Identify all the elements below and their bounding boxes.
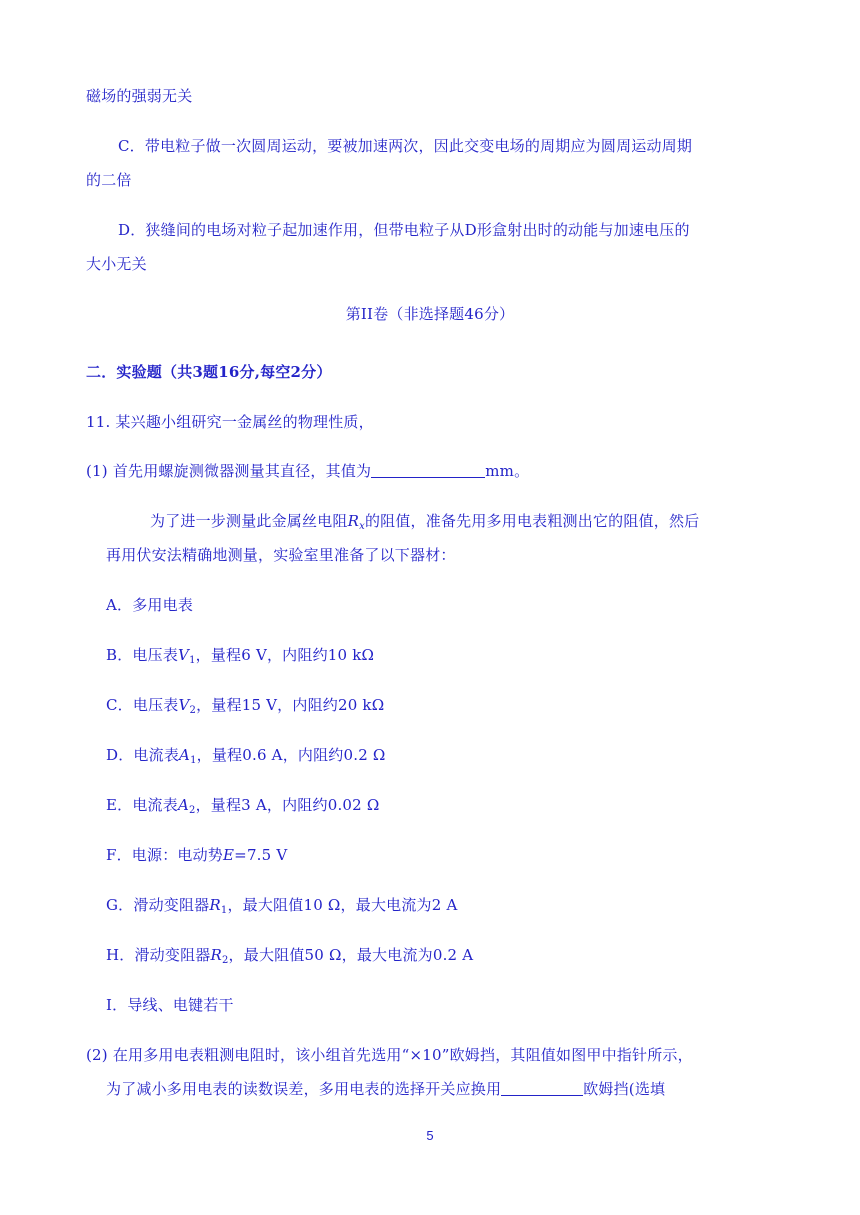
item-f (106, 845, 287, 865)
item-g-sub: 1 (220, 905, 228, 916)
item-g-pre: G．滑动变阻器 (106, 896, 210, 914)
option-d-line2: 大小无关 (86, 255, 147, 273)
part1-suffix: mm。 (485, 462, 530, 480)
item-b-var: V (178, 646, 190, 664)
item-h-var: R (210, 946, 222, 964)
item-c-sub: 2 (189, 705, 197, 716)
item-c (106, 695, 384, 721)
question-11-part1 (86, 461, 529, 481)
item-g-var: R (209, 896, 221, 914)
item-d-sub: 1 (190, 755, 197, 766)
part-heading: 二．实验题（共3题16分,每空2分） (86, 363, 332, 381)
item-i: I．导线、电键若干 (106, 996, 234, 1014)
item-a: A．多用电表 (106, 596, 194, 614)
option-c-line2: 的二倍 (86, 171, 132, 189)
item-b-pre: B．电压表 (106, 646, 179, 664)
part2-suffix: 欧姆挡(选填 (583, 1080, 666, 1098)
section-title: 第II卷（非选择题46分） (345, 305, 515, 323)
item-e-post: ，量程3 A，内阻约0.02 Ω (195, 796, 380, 814)
item-f-var: E (223, 846, 235, 864)
item-f-post: =7.5 V (234, 846, 288, 864)
item-e-pre: E．电流表 (106, 796, 178, 814)
item-c-var: V (178, 696, 190, 714)
answer-blank-ohm-range[interactable] (501, 1079, 583, 1096)
part2-prefix: 为了减小多用电表的读数误差，多用电表的选择开关应换用 (106, 1080, 502, 1098)
option-c-line1: C．带电粒子做一次圆周运动，要被加速两次，因此交变电场的周期应为圆周运动周期 (118, 137, 693, 155)
item-g (106, 895, 458, 921)
item-b (106, 645, 374, 671)
var-r: R (347, 512, 360, 530)
intro-line1 (150, 511, 699, 537)
item-d-pre: D．电流表 (106, 746, 180, 764)
item-b-post: ，量程6 V，内阻约10 kΩ (195, 646, 375, 664)
item-h-post: ，最大阻值50 Ω，最大电流为0.2 A (228, 946, 474, 964)
question-11-part2-line2 (106, 1079, 665, 1099)
intro1-b: 的阻值，准备先用多用电表粗测出它的阻值，然后 (364, 512, 700, 530)
item-d-var: A (179, 746, 191, 764)
option-d-line1: D．狭缝间的电场对粒子起加速作用，但带电粒子从D形盒射出时的动能与加速电压的 (118, 221, 690, 239)
page-number: 5 (426, 1128, 434, 1143)
item-c-post: ，量程15 V，内阻约20 kΩ (196, 696, 385, 714)
item-d (106, 745, 386, 771)
item-h-sub: 2 (221, 955, 229, 966)
item-e-var: A (177, 796, 189, 814)
question-11-part2-line1: (2) 在用多用电表粗测电阻时，该小组首先选用“×10”欧姆挡，其阻值如图甲中指针所示， (86, 1046, 693, 1064)
item-e-sub: 2 (189, 805, 196, 816)
option-b-continuation: 磁场的强弱无关 (86, 87, 193, 105)
part1-prefix: (1) 首先用螺旋测微器测量其直径，其值为 (86, 462, 372, 480)
item-h (106, 945, 473, 971)
intro1-a: 为了进一步测量此金属丝电阻 (150, 512, 348, 530)
item-c-pre: C．电压表 (106, 696, 179, 714)
question-11-stem: 11. 某兴趣小组研究一金属丝的物理性质， (86, 413, 374, 431)
sub-x: x (359, 521, 365, 532)
item-h-pre: H．滑动变阻器 (106, 946, 211, 964)
answer-blank-diameter[interactable] (371, 461, 485, 478)
item-d-post: ，量程0.6 A，内阻约0.2 Ω (196, 746, 386, 764)
item-g-post: ，最大阻值10 Ω，最大电流为2 A (227, 896, 458, 914)
item-e (106, 795, 380, 821)
intro-line2: 再用伏安法精确地测量，实验室里准备了以下器材： (106, 546, 456, 564)
item-b-sub: 1 (189, 655, 196, 666)
item-f-pre: F．电源：电动势 (106, 846, 224, 864)
